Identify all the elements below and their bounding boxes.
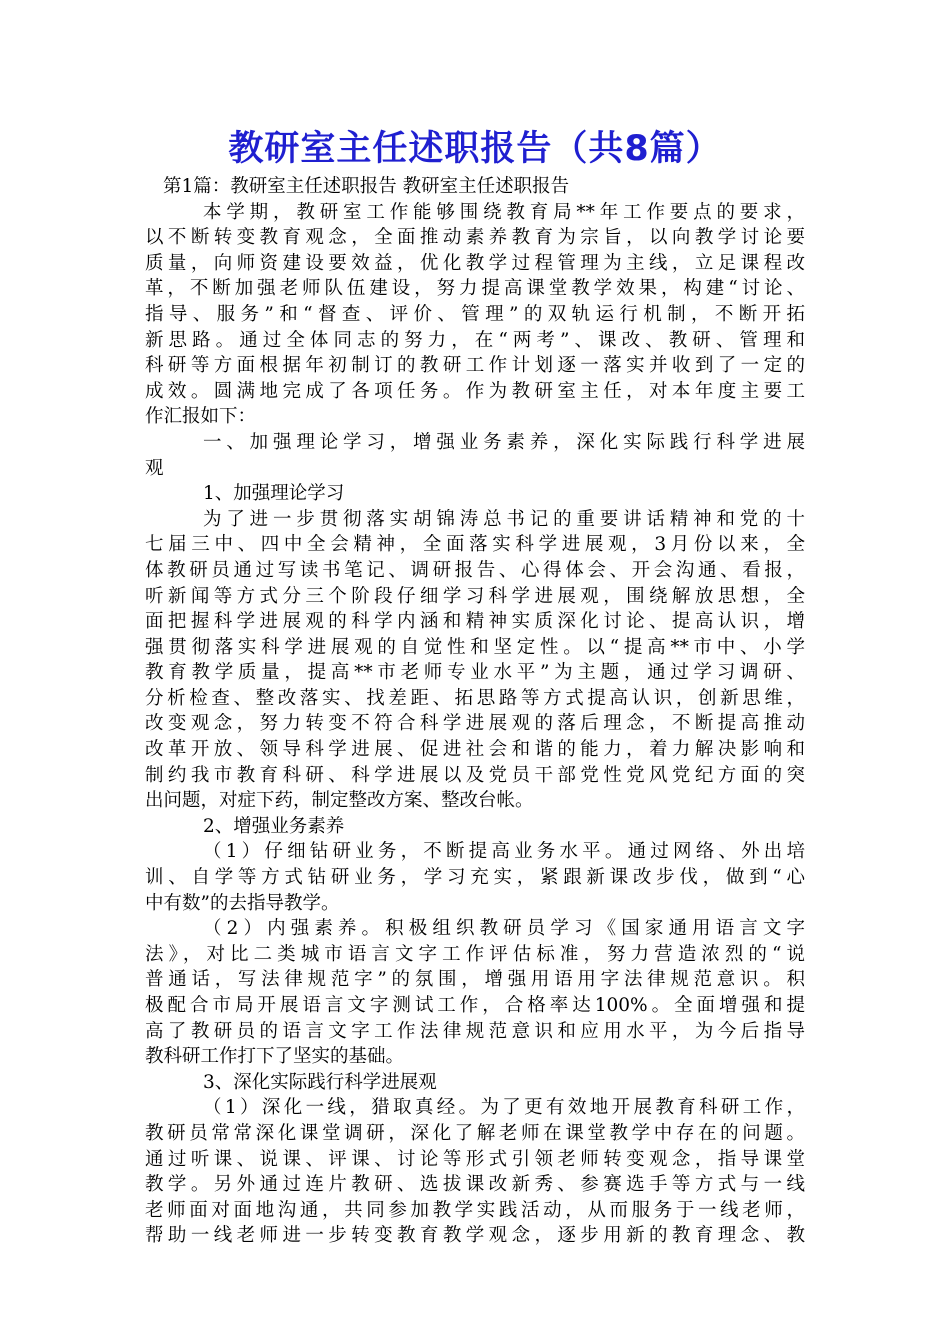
body-line: 作汇报如下： [145, 406, 257, 428]
body-line: 教研员常常深化课堂调研，深化了解老师在课堂教学中存在的问题。 [145, 1122, 805, 1144]
body-line: 以不断转变教育观念，全面推动素养教育为宗旨，以向教学讨论要 [145, 227, 805, 249]
document-body [145, 174, 805, 1249]
body-line: 老师面对面地沟通，共同参加教学实践活动，从而服务于一线老师， [145, 1199, 805, 1221]
body-line: 制约我市教育科研、科学进展以及党员干部党性党风党纪方面的突 [145, 764, 805, 786]
body-line: 听新闻等方式分三个阶段仔细学习科学进展观，围绕解放思想，全 [145, 585, 805, 607]
body-line: 高了教研员的语言文字工作法律规范意识和应用水平，为今后指导 [145, 1020, 805, 1042]
body-line: 改变观念，努力转变不符合科学进展观的落后理念，不断提高推动 [145, 713, 805, 735]
body-line: （2）内强素养。积极组织教研员学习《国家通用语言文字 [203, 918, 805, 940]
body-line: 出问题，对症下药，制定整改方案、整改台帐。 [145, 790, 534, 812]
body-line: 指导、服务”和“督查、评价、管理”的双轨运行机制，不断开拓 [145, 303, 805, 325]
body-line: 体教研员通过写读书笔记、调研报告、心得体会、开会沟通、看报， [145, 559, 805, 581]
body-line: 科研等方面根据年初制订的教研工作计划逐一落实并收到了一定的 [145, 355, 805, 377]
body-line: 普通话，写法律规范字”的氛围，增强用语用字法律规范意识。积 [145, 969, 805, 991]
body-line: 革，不断加强老师队伍建设，努力提高课堂教学效果，构建“讨论、 [145, 278, 805, 300]
body-line: 教学。另外通过连片教研、选拔课改新秀、参赛选手等方式与一线 [145, 1174, 805, 1196]
body-line: 成效。圆满地完成了各项任务。作为教研室主任，对本年度主要工 [145, 380, 805, 402]
body-line: 1、加强理论学习 [203, 483, 345, 505]
body-line: 3、深化实际践行科学进展观 [203, 1071, 437, 1093]
body-line: 面把握科学进展观的科学内涵和精神实质深化讨论、提高认识，增 [145, 611, 805, 633]
body-line: 新思路。通过全体同志的努力，在“两考”、课改、教研、管理和 [145, 329, 805, 351]
body-line: 教科研工作打下了坚实的基础。 [145, 1046, 405, 1068]
document-title: 教研室主任述职报告（共8篇） [228, 129, 722, 169]
body-line: 帮助一线老师进一步转变教育教学观念，逐步用新的教育理念、教 [145, 1225, 805, 1247]
body-line: 一、加强理论学习，增强业务素养，深化实际践行科学进展 [203, 431, 805, 453]
body-line: 观 [145, 457, 164, 479]
body-line: 第1篇：教研室主任述职报告 教研室主任述职报告 [163, 176, 570, 197]
body-line: 2、增强业务素养 [203, 815, 345, 837]
body-line: 强贯彻落实科学进展观的自觉性和坚定性。以“提高**市中、小学 [145, 636, 805, 658]
body-line: 通过听课、说课、评课、讨论等形式引领老师转变观念，指导课堂 [145, 1148, 805, 1170]
body-line: 改革开放、领导科学进展、促进社会和谐的能力，着力解决影响和 [145, 739, 805, 761]
body-line: （1）仔细钻研业务，不断提高业务水平。通过网络、外出培 [203, 841, 805, 863]
body-line: （1）深化一线，猎取真经。为了更有效地开展教育科研工作， [203, 1097, 805, 1119]
body-line: 训、自学等方式钻研业务，学习充实，紧跟新课改步伐，做到“心 [145, 867, 805, 889]
body-line: 法》，对比二类城市语言文字工作评估标准，努力营造浓烈的“说 [145, 943, 805, 965]
body-line: 分析检查、整改落实、找差距、拓思路等方式提高认识，创新思维， [145, 687, 805, 709]
body-line: 为了进一步贯彻落实胡锦涛总书记的重要讲话精神和党的十 [203, 508, 805, 530]
body-line: 七届三中、四中全会精神，全面落实科学进展观，3月份以来，全 [145, 534, 805, 556]
body-line: 极配合市局开展语言文字测试工作，合格率达100%。全面增强和提 [145, 995, 805, 1016]
body-line: 本学期，教研室工作能够围绕教育局**年工作要点的要求， [203, 201, 805, 223]
body-line: 中有数”的去指导教学。 [145, 892, 340, 914]
body-line: 质量，向师资建设要效益，优化教学过程管理为主线，立足课程改 [145, 252, 805, 274]
body-line: 教育教学质量，提高**市老师专业水平”为主题，通过学习调研、 [145, 662, 805, 684]
